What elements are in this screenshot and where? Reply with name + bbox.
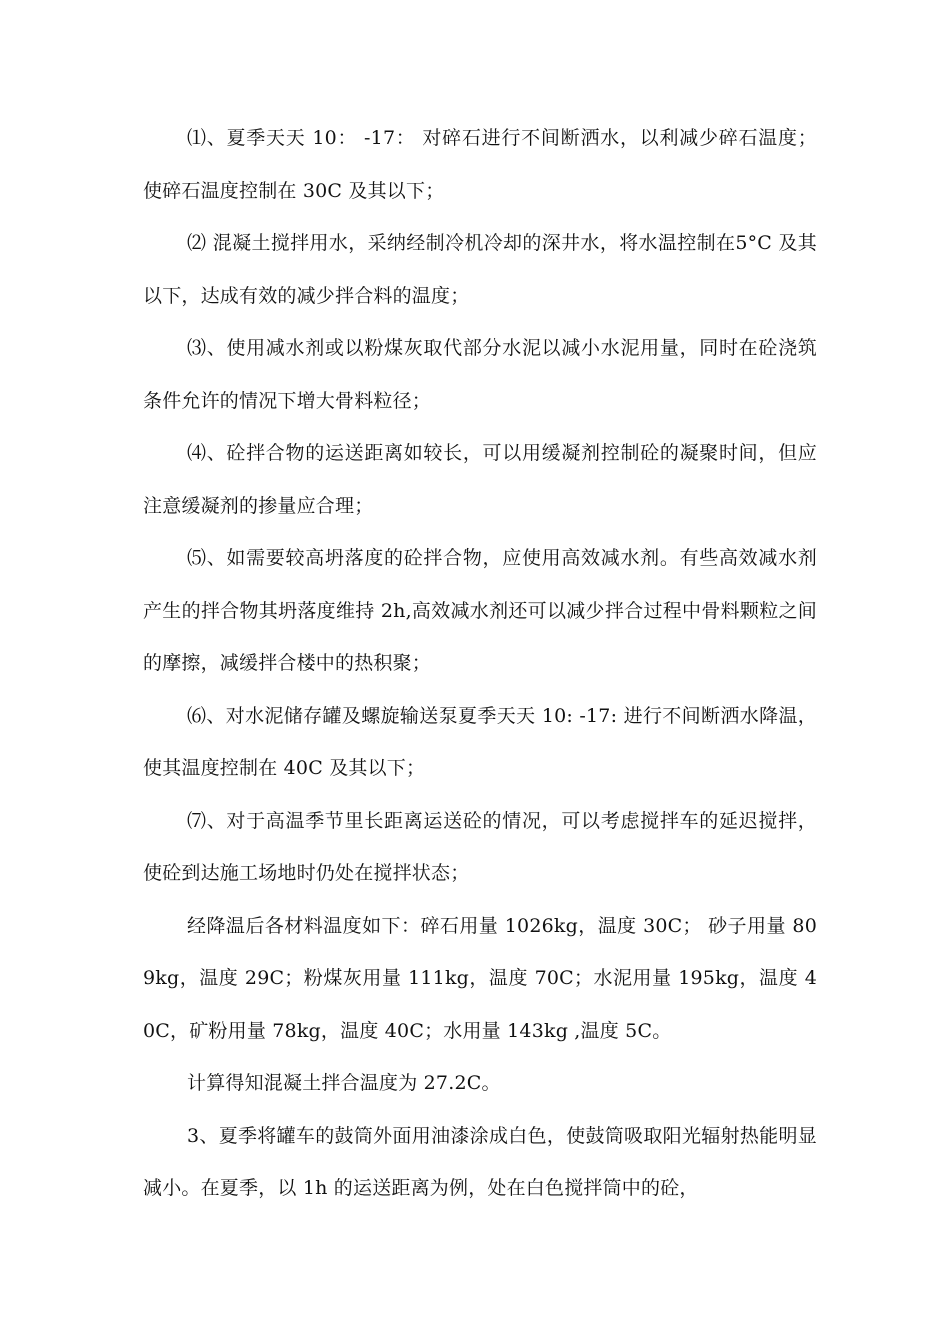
paragraph-10: 3、夏季将罐车的鼓筒外面用油漆涂成白色，使鼓筒吸取阳光辐射热能明显减小。在夏季，以 1h 的运送距离为例，处在白色搅拌筒中的砼， <box>143 1124 817 1199</box>
paragraph-5: ⑸、如需要较高坍落度的砼拌合物，应使用高效减水剂。有些高效减水剂产生的拌合物其坍落度维持 2h,高效减水剂还可以减少拌合过程中骨料颗粒之间的摩擦，减缓拌合楼中的热积聚； <box>143 547 817 674</box>
paragraph-9: 计算得知混凝土拌合温度为 27.2C。 <box>187 1072 501 1094</box>
paragraph-6: ⑹、对水泥储存罐及螺旋输送泵夏季天天 10: -17: 进行不间断洒水降温，使其温度控制在 40C 及其以下； <box>143 704 817 779</box>
document-page <box>143 112 817 1215</box>
paragraph-3: ⑶、使用减水剂或以粉煤灰取代部分水泥以减小水泥用量，同时在砼浇筑条件允许的情况下增大骨料粒径； <box>143 337 817 412</box>
paragraph-7: ⑺、对于高温季节里长距离运送砼的情况，可以考虑搅拌车的延迟搅拌，使砼到达施工场地时仍处在搅拌状态； <box>143 809 817 884</box>
paragraph-2: ⑵ 混凝土搅拌用水，采纳经制冷机冷却的深井水，将水温控制在5°C 及其以下，达成有效的减少拌合料的温度； <box>143 232 817 307</box>
paragraph-1: ⑴、夏季天天 10： -17： 对碎石进行不间断洒水，以利减少碎石温度；使碎石温度控制在 30C 及其以下； <box>143 127 817 202</box>
paragraph-4: ⑷、砼拌合物的运送距离如较长，可以用缓凝剂控制砼的凝聚时间，但应注意缓凝剂的掺量应合理； <box>143 442 817 517</box>
paragraph-8: 经降温后各材料温度如下：碎石用量 1026kg，温度 30C； 砂子用量 809kg，温度 29C；粉煤灰用量 111kg，温度 70C；水泥用量 195kg，温度 40C，矿粉用量 78kg，温度 40C；水用量 143kg ,温度 5C。 <box>143 914 817 1042</box>
